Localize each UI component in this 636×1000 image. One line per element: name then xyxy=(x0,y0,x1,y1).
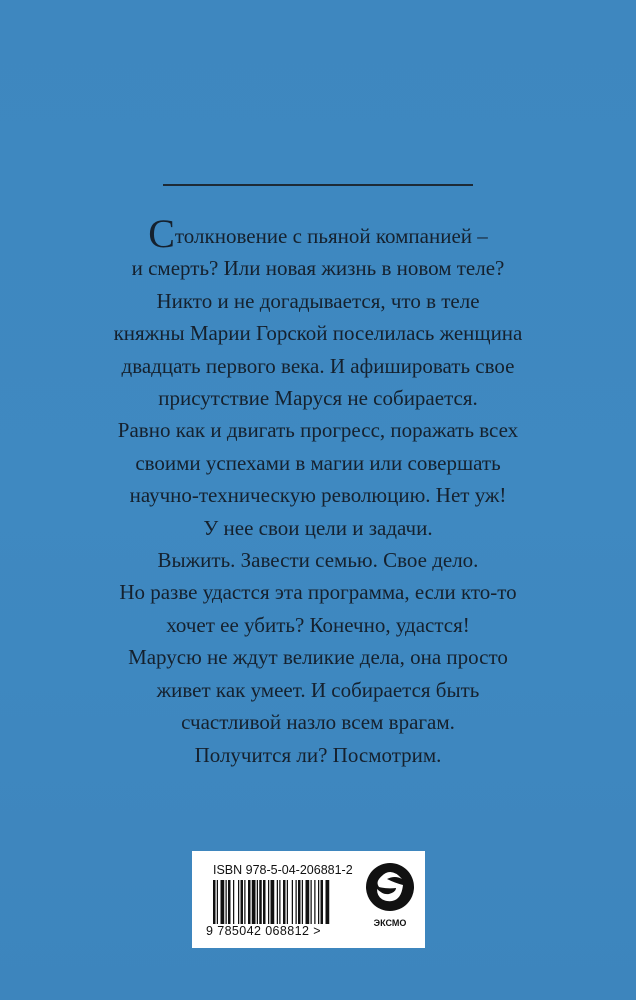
barcode-bar xyxy=(248,880,251,924)
blurb-line: и смерть? Или новая жизнь в новом теле? xyxy=(131,256,505,281)
publisher-name: ЭКСМО xyxy=(373,918,407,928)
drop-cap: С xyxy=(148,211,175,256)
barcode-bar xyxy=(252,880,256,924)
barcode-bar xyxy=(233,880,234,924)
barcode-bar xyxy=(226,880,227,924)
blurb-text xyxy=(100,211,536,771)
barcode-bar xyxy=(244,880,245,924)
blurb-line: Равно как и двигать прогресс, поражать всех xyxy=(117,418,519,443)
isbn-label: ISBN 978-5-04-206881-2 xyxy=(213,863,353,877)
barcode-bar xyxy=(271,880,275,924)
eksmo-logo-icon xyxy=(365,861,415,913)
decorative-rule xyxy=(163,184,473,186)
barcode-bar xyxy=(259,880,262,924)
barcode-bar xyxy=(298,880,301,924)
barcode-bar xyxy=(296,880,297,924)
barcode-bar xyxy=(314,880,315,924)
barcode-bar xyxy=(257,880,258,924)
barcode-bar xyxy=(302,880,303,924)
barcode-bar xyxy=(213,880,216,924)
blurb-line: присутствие Маруся не собирается. xyxy=(158,386,478,411)
barcode-bar xyxy=(321,880,324,924)
blurb-line: Марусю не ждут великие дела, она просто xyxy=(128,645,508,670)
blurb-line: двадцать первого века. И афишировать свое xyxy=(121,353,515,378)
barcode-bar xyxy=(311,880,312,924)
blurb-line: княжны Марии Горской поселилась женщина xyxy=(113,321,523,346)
barcode-bar xyxy=(279,880,280,924)
blurb-line: живет как умеет. И собирается быть xyxy=(156,677,480,702)
blurb-line: Никто и не догадывается, что в теле xyxy=(156,288,480,313)
barcode-bar xyxy=(287,880,288,924)
barcode-bar xyxy=(238,880,239,924)
blurb-line: Но разве удастся эта программа, если кто-то xyxy=(119,580,517,605)
barcode-bar xyxy=(217,880,218,924)
barcode-bar xyxy=(326,880,330,924)
blurb-line-1-rest: толкновение с пьяной компанией – xyxy=(174,224,488,248)
barcode-icon xyxy=(213,880,363,924)
barcode-bar xyxy=(292,880,293,924)
blurb-line: Получится ли? Посмотрим. xyxy=(194,742,442,767)
barcode-bar xyxy=(263,880,266,924)
barcode-bar xyxy=(268,880,269,924)
barcode-bar xyxy=(241,880,244,924)
barcode-bar xyxy=(277,880,278,924)
blurb-line-1 xyxy=(100,211,536,256)
barcode-bar xyxy=(283,880,286,924)
barcode-bar xyxy=(221,880,225,924)
barcode-bar xyxy=(318,880,319,924)
barcode-bar xyxy=(306,880,310,924)
blurb-line: научно-техническую революцию. Нет уж! xyxy=(129,483,507,508)
barcode-bar xyxy=(228,880,231,924)
blurb-line: своими успехами в магии или совершать xyxy=(135,450,501,475)
blurb-line: счастливой назло всем врагам. xyxy=(181,710,455,735)
blurb-line: Выжить. Завести семью. Свое дело. xyxy=(157,548,479,573)
blurb-line: У нее свои цели и задачи. xyxy=(203,515,433,540)
blurb-line: хочет ее убить? Конечно, удастся! xyxy=(166,612,470,637)
barcode-digits: 9 785042 068812 > xyxy=(206,924,321,938)
